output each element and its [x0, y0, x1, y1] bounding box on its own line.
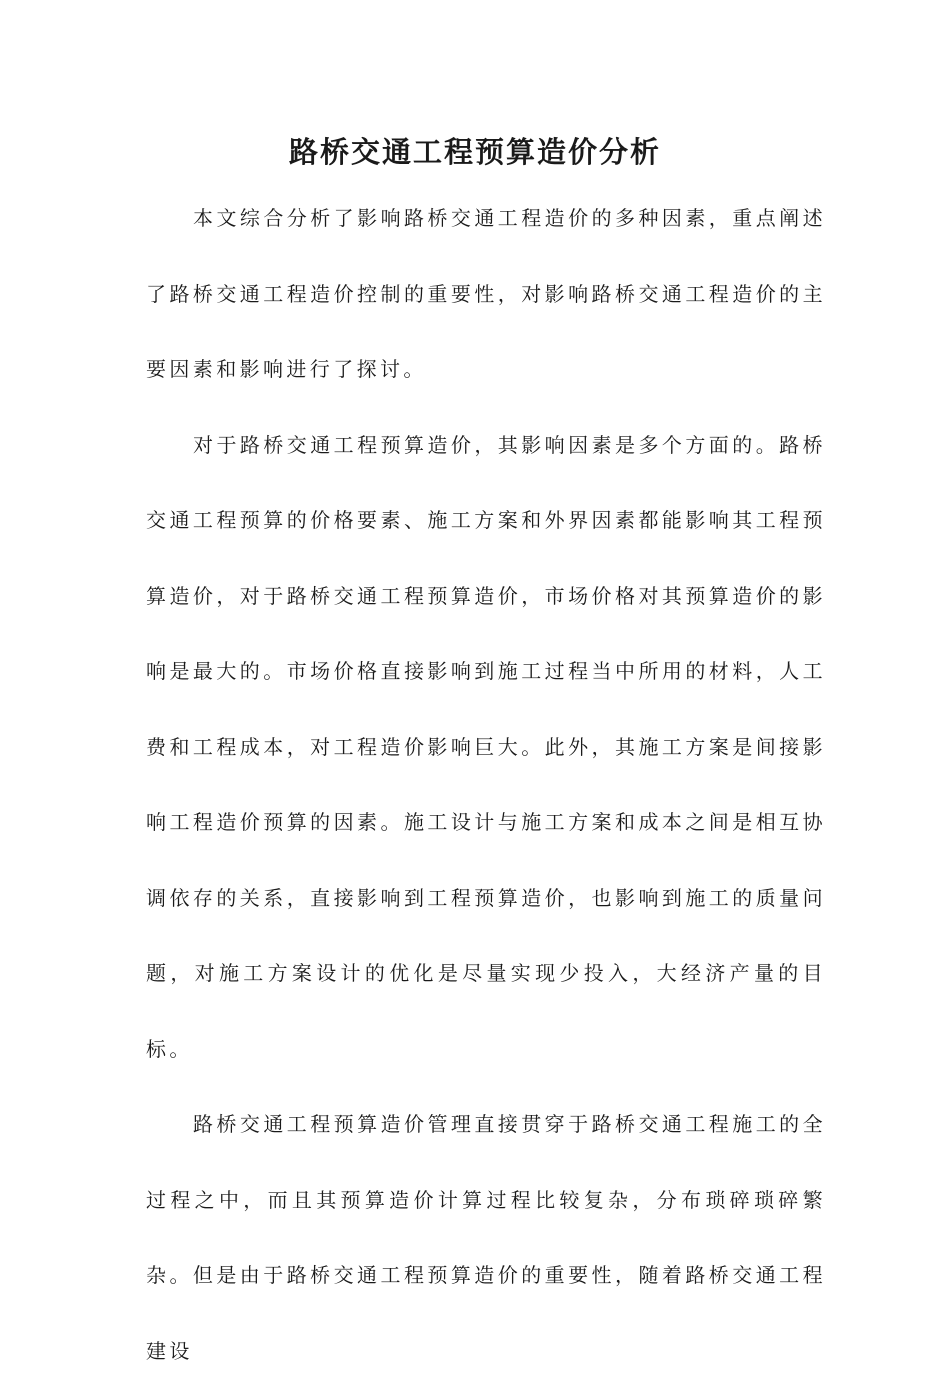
paragraph-influencing-factors: 对于路桥交通工程预算造价，其影响因素是多个方面的。路桥交通工程预算的价格要素、施工方案和外界因素都能影响其工程预算造价，对于路桥交通工程预算造价，市场价格对其预算造价的影响是最大的。市场价格直接影响到施工过程当中所用的材料，人工费和工程成本，对工程造价影响巨大。此外，其施工方案是间接影响工程造价预算的因素。施工设计与施工方案和成本之间是相互协调依存的关系，直接影响到工程预算造价，也影响到施工的质量问题，对施工方案设计的优化是尽量实现少投入，大经济产量的目标。	[146, 432, 826, 1061]
document-body	[146, 181, 826, 1389]
document-title: 路桥交通工程预算造价分析	[288, 135, 661, 169]
paragraph-cost-management: 路桥交通工程预算造价管理直接贯穿于路桥交通工程施工的全过程之中，而且其预算造价计算过程比较复杂，分布琐碎琐碎繁杂。但是由于路桥交通工程预算造价的重要性，随着路桥交通工程建设	[146, 1112, 826, 1363]
paragraph-abstract: 本文综合分析了影响路桥交通工程造价的多种因素，重点阐述了路桥交通工程造价控制的重要性，对影响路桥交通工程造价的主要因素和影响进行了探讨。	[146, 206, 826, 381]
